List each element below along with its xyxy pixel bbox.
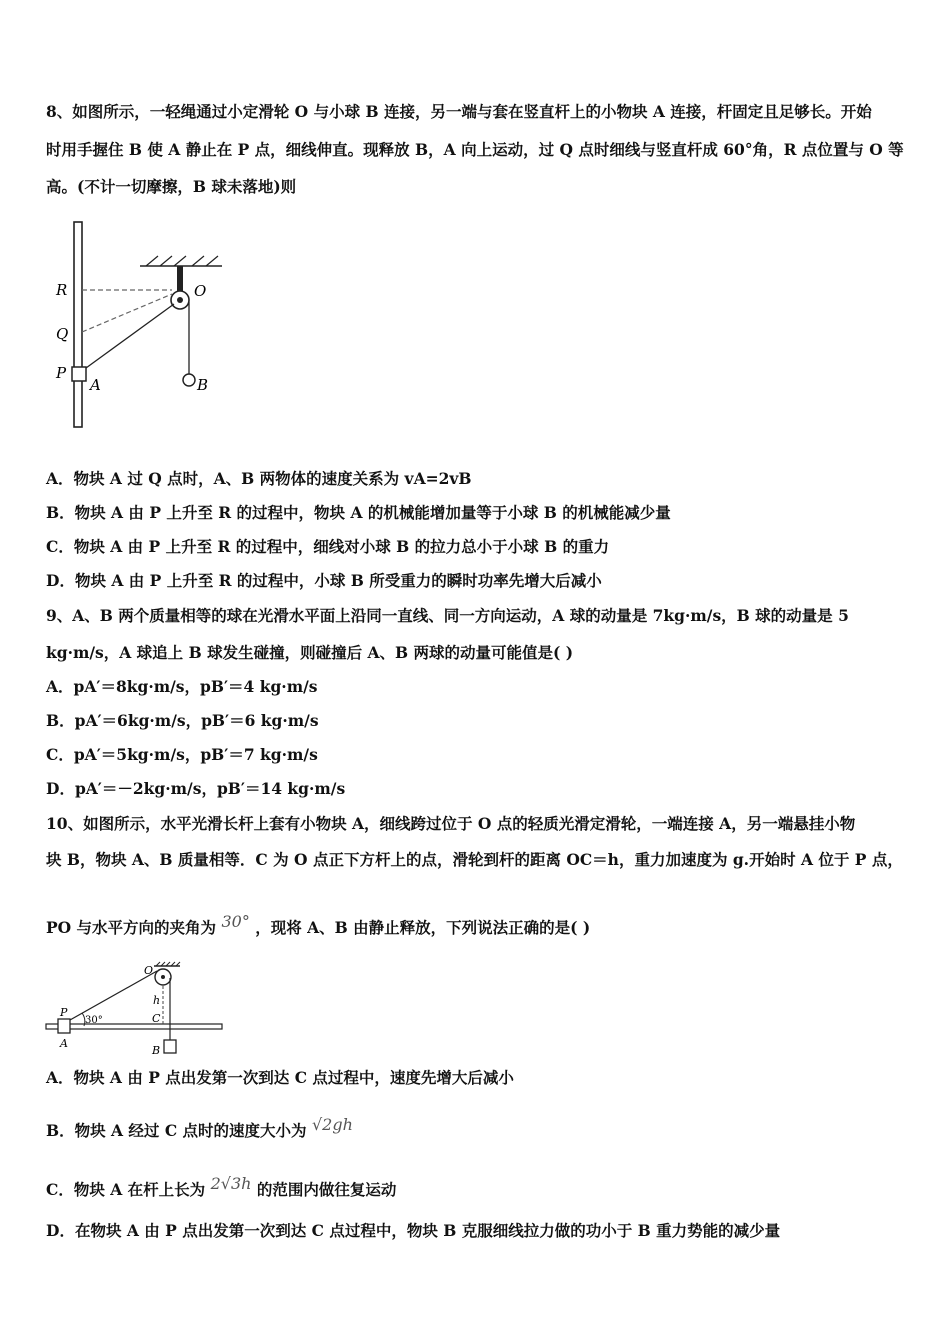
q8-option-c: C．物块 A 由 P 上升至 R 的过程中，细线对小球 B 的拉力总小于小球 B 的重力 [46,537,610,556]
q9-stem-line-1: 9、A、B 两个质量相等的球在光滑水平面上沿同一直线、同一方向运动，A 球的动量是 7kg·m/s，B 球的动量是 5 [46,606,849,625]
q10-stem-line-3-suffix: ，现将 A、B 由静止释放，下列说法正确的是( ) [255,918,591,937]
q10-option-b [46,1115,353,1141]
q10-block-B [164,1040,176,1053]
q9-option-b: B．pA′＝6kg·m/s，pB′＝6 kg·m/s [46,711,319,730]
q10-stem-line-2: 块 B，物块 A、B 质量相等．C 为 O 点正下方杆上的点，滑轮到杆的距离 OC＝h，重力加速度为 g.开始时 A 位于 P 点， [46,850,903,869]
q10-label-angle: 30° [85,1015,103,1026]
q8-stem-line-2: 时用手握住 B 使 A 静止在 P 点，细线伸直。现释放 B，A 向上运动，过 Q 点时细线与竖直杆成 60°角，R 点位置与 O 等 [46,140,904,159]
q8-label-A: A [90,376,101,394]
q8-label-O: O [194,282,207,300]
q8-dashed-Q [82,294,172,332]
q8-ball-B [183,374,195,386]
q10-option-c-suffix: 的范围内做往复运动 [256,1180,397,1199]
q10-option-c-formula: 2√3h [210,1174,252,1193]
q10-stem-line-3-prefix: PO 与水平方向的夹角为 [46,918,217,937]
q10-option-b-text: B．物块 A 经过 C 点时的速度大小为 [46,1121,307,1140]
q8-label-R: R [56,281,68,299]
q10-label-P: P [60,1006,68,1019]
q8-block-A [72,367,86,381]
q10-option-b-formula: √2gh [311,1115,353,1134]
q10-label-C: C [152,1012,161,1025]
q8-pulley-mount [177,266,183,292]
q10-label-h: h [153,994,161,1007]
q10-option-c [46,1174,396,1200]
q10-label-A: A [60,1037,68,1050]
q8-stem-line-3: 高。(不计一切摩擦，B 球未落地)则 [46,177,297,196]
q10-option-c-text: C．物块 A 在杆上长为 [46,1180,206,1199]
q9-option-d: D．pA′＝－2kg·m/s，pB′＝14 kg·m/s [46,779,346,798]
q8-stem-line-1: 8、如图所示，一轻绳通过小定滑轮 O 与小球 B 连接，另一端与套在竖直杆上的小物块 A 连接，杆固定且足够长。开始 [46,102,872,121]
q10-angle-formula: 30° [221,912,250,931]
q10-option-d: D．在物块 A 由 P 点出发第一次到达 C 点过程中，物块 B 克服细线拉力做的功小于 B 重力势能的减少量 [46,1221,781,1240]
q8-figure [50,218,240,433]
q9-stem-line-2: kg·m/s，A 球追上 B 球发生碰撞，则碰撞后 A、B 两球的动量可能值是( ) [46,643,574,662]
q8-label-B: B [197,376,209,394]
q10-figure [44,960,226,1060]
q8-rope-A [86,304,174,368]
q10-label-O: O [144,964,154,977]
q10-stem-line-3 [46,912,590,938]
q10-label-B: B [152,1044,161,1057]
q8-option-d: D．物块 A 由 P 上升至 R 的过程中，小球 B 所受重力的瞬时功率先增大后减小 [46,571,602,590]
q9-option-c: C．pA′＝5kg·m/s，pB′＝7 kg·m/s [46,745,318,764]
q10-block-A [58,1019,70,1033]
q9-option-a: A．pA′＝8kg·m/s，pB′＝4 kg·m/s [46,677,318,696]
q10-option-a: A．物块 A 由 P 点出发第一次到达 C 点过程中，速度先增大后减小 [46,1068,514,1087]
q8-option-b: B．物块 A 由 P 上升至 R 的过程中，物块 A 的机械能增加量等于小球 B 的机械能减少量 [46,503,671,522]
q8-label-Q: Q [56,325,69,343]
q10-stem-line-1: 10、如图所示，水平光滑长杆上套有小物块 A，细线跨过位于 O 点的轻质光滑定滑轮，一端连接 A，另一端悬挂小物 [46,814,856,833]
q8-rod [74,222,82,427]
q8-option-a: A．物块 A 过 Q 点时，A、B 两物体的速度关系为 vA=2vB [46,469,472,488]
q10-rod [46,1024,222,1029]
q10-rope-PO [70,971,157,1020]
q8-label-P: P [56,364,67,382]
